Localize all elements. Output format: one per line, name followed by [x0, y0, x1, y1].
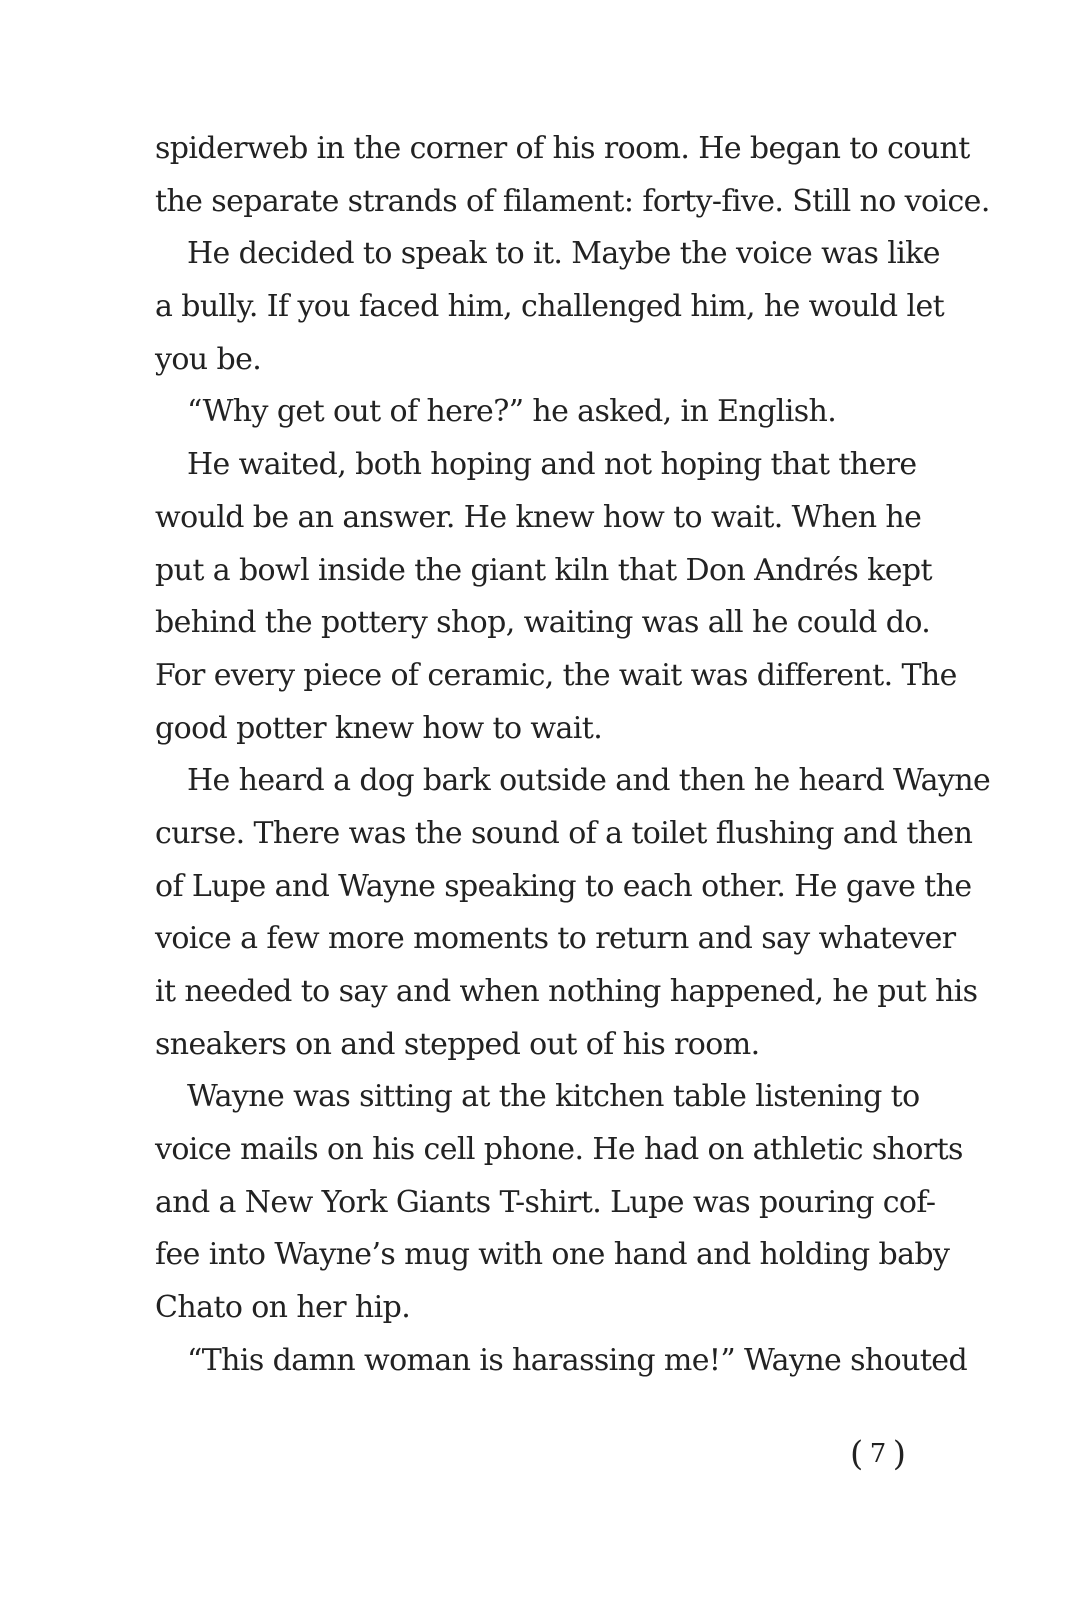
text-line: put a bowl inside the giant kiln that Don Andrés kept [155, 552, 932, 588]
body-text [155, 123, 991, 1388]
text-line: He decided to speak to it. Maybe the voice was like [187, 236, 940, 272]
text-line: of Lupe and Wayne speaking to each other. He gave the [155, 868, 972, 904]
folio-open-paren: ( [850, 1434, 864, 1474]
text-line: Chato on her hip. [155, 1290, 411, 1326]
text-line: a bully. If you faced him, challenged him, he would let [155, 289, 945, 325]
text-line: sneakers on and stepped out of his room. [155, 1026, 760, 1062]
text-line: it needed to say and when nothing happened, he put his [155, 974, 978, 1009]
text-line: He heard a dog bark outside and then he heard Wayne [187, 763, 991, 799]
text-line: curse. There was the sound of a toilet flushing and then [155, 815, 973, 851]
text-line: the separate strands of filament: forty-five. Still no voice. [155, 183, 990, 219]
folio-close-paren: ) [892, 1434, 906, 1474]
text-line: spiderweb in the corner of his room. He began to count [155, 131, 970, 166]
text-line: behind the pottery shop, waiting was all he could do. [155, 605, 931, 641]
text-line: good potter knew how to wait. [155, 710, 603, 746]
text-line: For every piece of ceramic, the wait was different. The [155, 657, 957, 693]
text-line: would be an answer. He knew how to wait. When he [155, 499, 922, 535]
text-line: He waited, both hoping and not hoping that there [187, 447, 917, 483]
text-line: and a New York Giants T-shirt. Lupe was pouring cof- [155, 1184, 936, 1220]
page-number [850, 1432, 906, 1476]
text-line: Wayne was sitting at the kitchen table listening to [187, 1079, 920, 1115]
text-line: voice a few more moments to return and say whatever [155, 921, 956, 957]
text-line: “This damn woman is harassing me!” Wayne shouted [187, 1342, 968, 1378]
text-line: fee into Wayne’s mug with one hand and holding baby [155, 1237, 950, 1273]
text-line: you be. [155, 341, 262, 377]
text-line: “Why get out of here?” he asked, in English. [187, 394, 837, 430]
page-number-value: 7 [869, 1439, 887, 1469]
text-line: voice mails on his cell phone. He had on athletic shorts [155, 1132, 963, 1168]
